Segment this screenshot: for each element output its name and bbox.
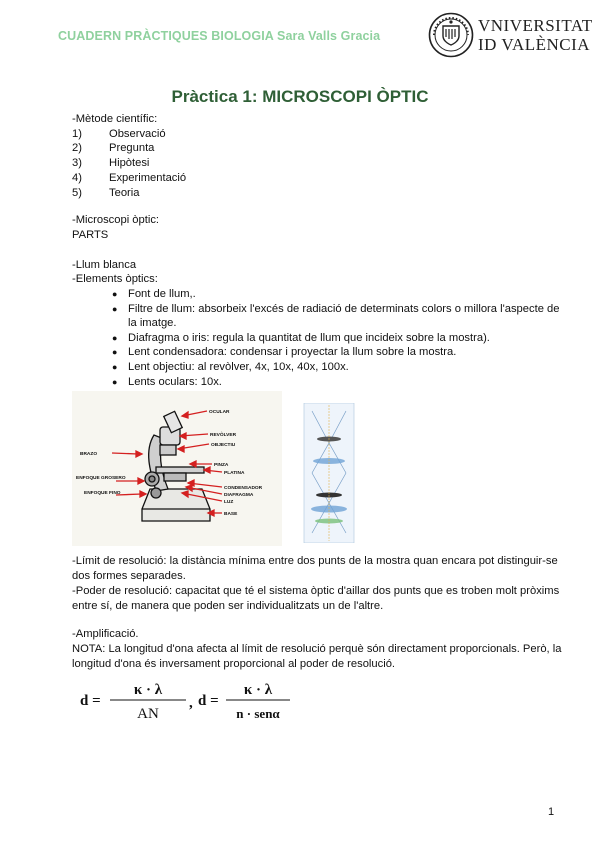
diagram-label-diafragma: DIAFRAGMA — [224, 493, 254, 498]
list-item: ● Lent objectiu: al revòlver, 4x, 10x, 40x, 100x. — [112, 360, 562, 375]
university-name-line1: VNIVERSITAT — [478, 16, 593, 35]
optical-elements-heading: -Elements òptics: — [72, 273, 158, 285]
diagram-label-revolver: REVÒLVER — [210, 433, 237, 438]
formula-numerator-2: κ · λ — [243, 682, 273, 698]
university-logo — [428, 12, 593, 62]
resolving-power-paragraph: -Poder de resolució: capacitat que té el sistema òptic d'aillar dos punts que es troben molt pròxims entre sí, de manera que poden ser individualitzats un de l'altre. — [72, 585, 560, 612]
diagram-label-luz: LUZ — [224, 500, 234, 505]
diagram-label-enfoque-fino: ENFOQUE FINO — [84, 491, 121, 496]
resolution-formula — [80, 680, 340, 722]
page-title: Pràctica 1: MICROSCOPI ÒPTIC — [171, 87, 429, 106]
list-item: ● Lent condensadora: condensar i proyectar la llum sobre la mostra. — [112, 345, 562, 360]
list-item: ● Lents oculars: 10x. — [112, 375, 562, 390]
document-header: CUADERN PRÀCTIQUES BIOLOGIA Sara Valls Gracia — [58, 29, 381, 43]
list-item: ● Filtre de llum: absorbeix l'excés de radiació de determinats colors o millora l'aspecte de la imatge. — [112, 302, 562, 331]
list-item: ● Font de llum,. — [112, 287, 562, 302]
list-item: 5) Teoria — [72, 186, 140, 199]
scientific-method-section — [72, 112, 186, 200]
microscope-heading: -Microscopi òptic: — [72, 214, 160, 226]
formula-lhs-1: d = — [80, 693, 101, 709]
university-name-line2: ID VALÈNCIA — [478, 35, 591, 54]
light-path-diagram — [282, 403, 377, 543]
diagram-label-condensador: CONDENSADOR — [224, 486, 263, 491]
method-heading: -Mètode científic: — [72, 113, 158, 125]
white-light-label: -Llum blanca — [72, 259, 137, 271]
parts-label: PARTS — [72, 229, 109, 241]
university-seal-icon — [428, 12, 474, 58]
formula-separator: , — [189, 695, 193, 711]
diagram-label-objectiu: OBJECTIU — [211, 443, 236, 448]
diagram-label-enfoque-grosero: ENFOQUE GROSERO — [76, 476, 126, 481]
resolution-limit-paragraph: -Límit de resolució: la distància mínima entre dos punts de la mostra quan encara pot distinguir-se dos formes separades. — [72, 555, 558, 582]
formula-lhs-2: d = — [198, 693, 219, 709]
list-item: 1) Observació — [72, 127, 166, 140]
page-number: 1 — [548, 806, 555, 818]
diagram-label-ocular: OCULAR — [209, 410, 230, 415]
note-paragraph: NOTA: La longitud d'ona afecta al límit de resolució perquè són directament proporcionals. Però, la longitud d'ona és inversament proporcional al poder de resolució. — [72, 643, 562, 670]
formula-denominator-2: n · senα — [236, 706, 280, 721]
diagram-label-platina: PLATINA — [224, 471, 245, 476]
diagram-label-brazo: BRAZO — [80, 452, 98, 457]
microscope-diagram — [72, 391, 282, 546]
amplification-heading: -Amplificació. — [72, 628, 139, 640]
list-item: 2) Pregunta — [72, 142, 155, 155]
diagram-label-pinza: PINZA — [214, 463, 229, 468]
list-item: ● Diafragma o iris: regula la quantitat de llum que incideix sobre la mostra). — [112, 331, 562, 346]
list-item: 3) Hipòtesi — [72, 157, 150, 170]
list-item: 4) Experimentació — [72, 171, 187, 184]
optical-elements-list — [112, 287, 562, 389]
formula-numerator-1: κ · λ — [133, 682, 163, 698]
diagram-label-base: BASE — [224, 512, 238, 517]
formula-denominator-1: AN — [137, 706, 159, 722]
